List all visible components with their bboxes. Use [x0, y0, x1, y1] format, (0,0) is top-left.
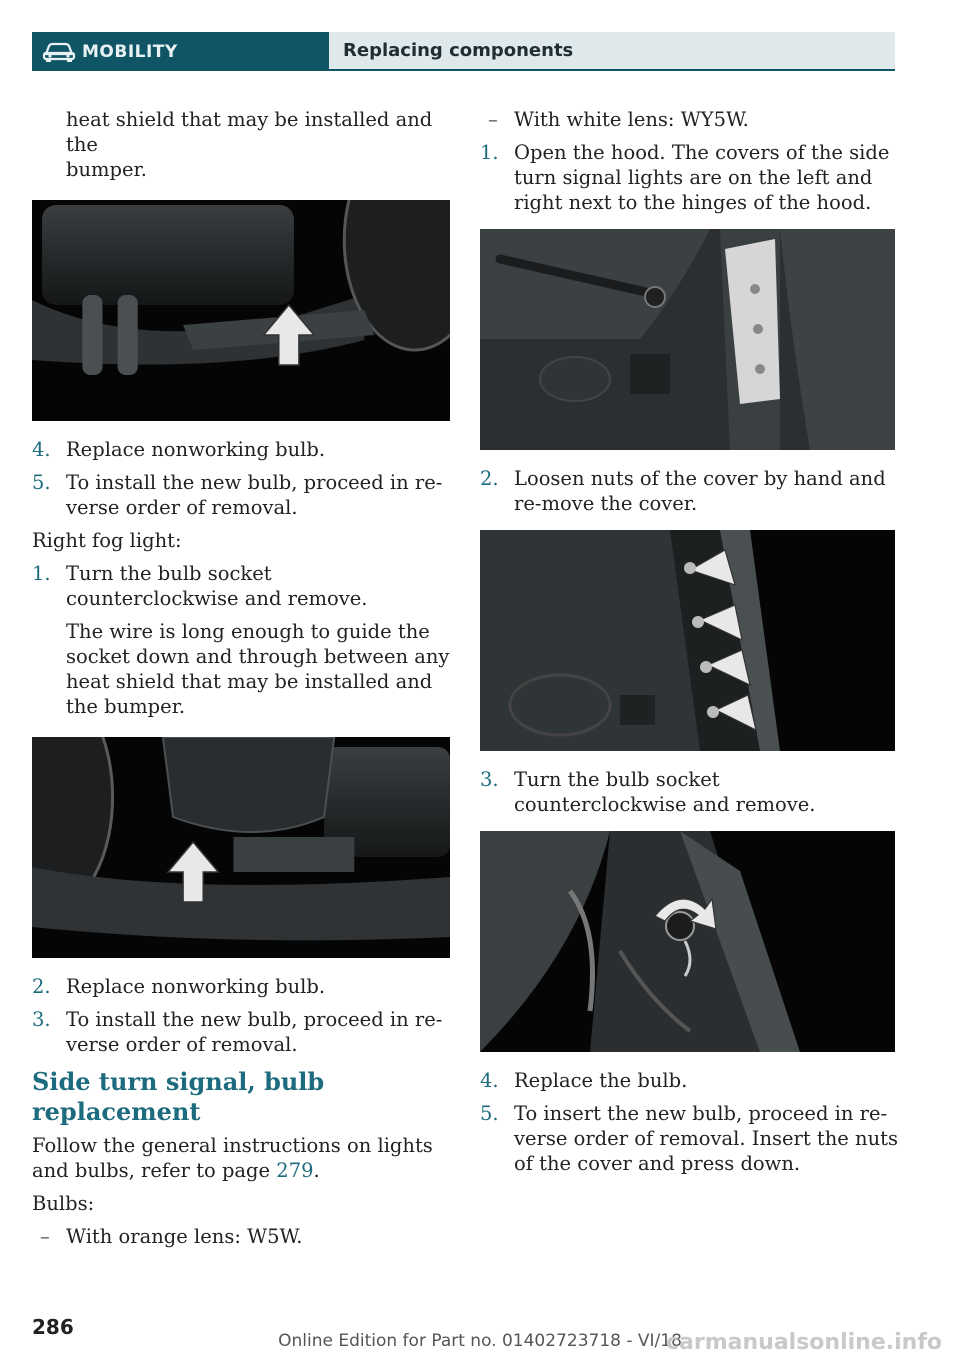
watermark: carmanualsonline.info [666, 1330, 942, 1355]
steps-list-a [32, 437, 450, 520]
general-instructions: Follow the general instructions on lights and bulbs, refer to page 279. [32, 1134, 433, 1182]
page-link[interactable]: 279 [276, 1159, 314, 1182]
chapter-title: Replacing components [343, 40, 574, 61]
list-item: 4. Replace nonworking bulb. [32, 438, 326, 461]
list-item: 1. Open the hood. The covers of the side turn signal lights are on the left and right next to the hinges of the hood. [480, 141, 890, 214]
list-item: 5. To install the new bulb, proceed in re-verse order of removal. [32, 471, 443, 519]
section-label: MOBILITY [82, 41, 178, 62]
car-icon [42, 41, 76, 63]
page-number: 286 [32, 1315, 74, 1339]
intro-text: heat shield that may be installed and the bumper. [66, 108, 433, 181]
cover-nuts-photo [480, 530, 895, 751]
list-item: 1. Turn the bulb socket counterclockwise and remove. The wire is long enough to guide the socket down and through between any heat shield that may be installed and the bumper. [32, 562, 450, 718]
edition-text: Online Edition for Part no. 01402723718 - VI/18 [278, 1331, 682, 1351]
chapter-bar [329, 32, 895, 71]
hood-hinge-photo [480, 229, 895, 450]
list-item: – With orange lens: W5W. [40, 1225, 303, 1248]
section-tab [32, 32, 329, 71]
list-item: – With white lens: WY5W. [488, 108, 749, 131]
fog-light-left-photo [32, 200, 450, 421]
bulbs-label: Bulbs: [32, 1192, 95, 1215]
list-item: 3. Turn the bulb socket counterclockwise and remove. [480, 768, 816, 816]
right-column [480, 107, 898, 1184]
step-note: The wire is long enough to guide the socket down and through between any heat shield that may be installed and the bumper. [66, 620, 450, 718]
list-item: 5. To insert the new bulb, proceed in re-verse order of removal. Insert the nuts of the cover and press down. [480, 1102, 899, 1175]
list-item: 2. Loosen nuts of the cover by hand and re-move the cover. [480, 467, 886, 515]
steps-list-c [32, 974, 450, 1057]
section-heading: Side turn signal, bulb replacement [32, 1067, 325, 1126]
bulb-socket-photo [480, 831, 895, 1052]
list-item: 3. To install the new bulb, proceed in re-verse order of removal. [32, 1008, 443, 1056]
list-item: 2. Replace nonworking bulb. [32, 975, 326, 998]
fog-light-right-photo [32, 737, 450, 958]
right-fog-label: Right fog light: [32, 529, 182, 552]
page-header [32, 32, 895, 71]
list-item: 4. Replace the bulb. [480, 1069, 688, 1092]
left-column [32, 107, 450, 1257]
